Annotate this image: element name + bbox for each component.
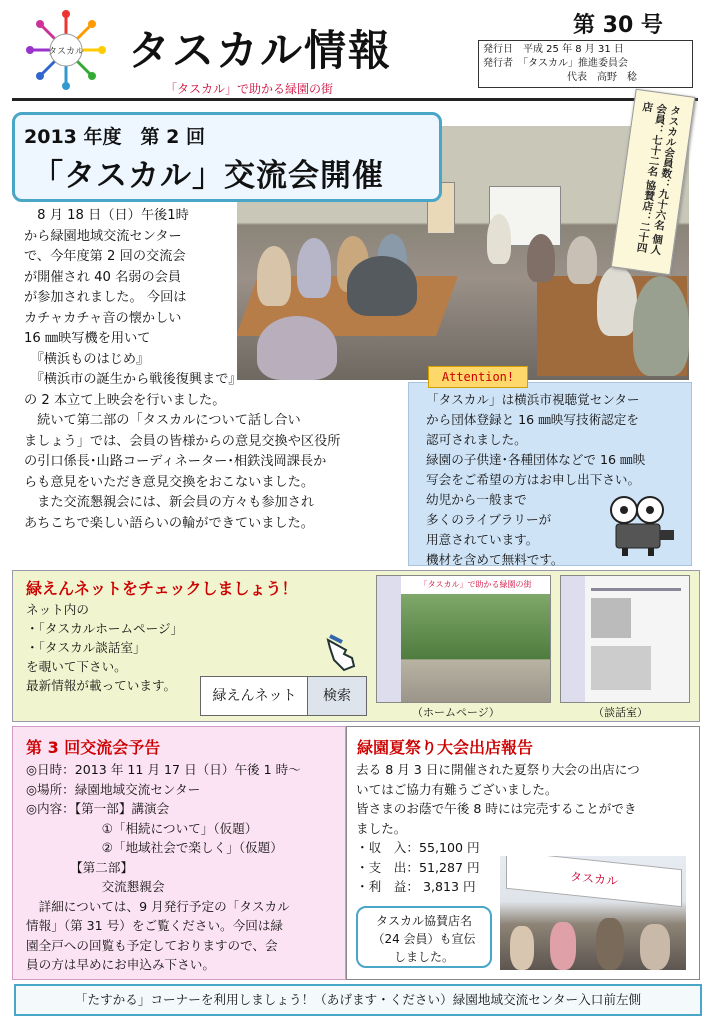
festival-line: 去る 8 月 3 日に開催された夏祭り大会の出店につ (356, 762, 640, 777)
festival-line: 皆さまのお蔭で午後 8 時には完売することができ (356, 801, 637, 816)
article-line: らも意見をいただき意見交換をおこないました。 (24, 474, 315, 490)
attention-line: 用意されています。 (426, 532, 539, 547)
callout-line: しました。 (393, 950, 454, 964)
attention-tab: Attention! (428, 366, 528, 388)
article-line: で、今年度第 2 回の交流会 (24, 249, 186, 264)
newsletter-title: タスカル情報 (128, 26, 393, 75)
net-line: を覗いて下さい。 (26, 659, 127, 674)
meeting-line: ②「地域社会で楽しく」（仮題） (26, 840, 283, 855)
article-line: カチャカチャ音の懐かしい (24, 310, 182, 326)
search-input[interactable]: 緑えんネット (200, 676, 309, 716)
festival-line: ました。 (356, 820, 407, 836)
attention-line: 認可されました。 (426, 432, 527, 447)
article-line: の引口係長･山路コーディネーター･相鉄浅岡課長か (24, 454, 327, 469)
publication-meta (478, 40, 693, 88)
net-line: ・「タスカル談話室」 (26, 640, 146, 655)
attention-line: 機材を含めて無料です。 (426, 552, 564, 567)
festival-line: いてはご協力有難うございました。 (356, 781, 558, 797)
footer-notice: 「たすかる」コーナーを利用しましょう！（あげます・ください）緑園地域交流センター入口前左側 (14, 984, 702, 1016)
attention-line: 写会をご希望の方はお申し出下さい。 (426, 472, 641, 487)
net-section-text (26, 600, 183, 695)
article-line: が参加されました。 今回は (24, 290, 187, 305)
meeting-line: ◎日時：2013 年 11 月 17 日（日）午後 1 時～ (26, 762, 301, 777)
festival-profit: ・利 益： 3,813 円 (356, 879, 476, 894)
festival-photo-banner: タスカル (506, 856, 682, 907)
talk-room-caption: （談話室） (593, 706, 648, 719)
meeting-line: 【第二部】 (26, 859, 134, 875)
homepage-screenshot[interactable] (376, 575, 551, 703)
sponsor-callout (356, 906, 492, 968)
newsletter-subtitle: 「タスカル」で助かる緑園の街 (165, 82, 334, 96)
festival-report-title: 緑園夏祭り大会出店報告 (357, 738, 534, 757)
article-line: ましょう」では、会員の皆様からの意見交換や区役所 (24, 433, 341, 449)
attention-line: 幼児から一般まで (426, 492, 527, 507)
tasukaru-logo (26, 10, 106, 90)
net-line: 最新情報が載っています。 (26, 678, 177, 693)
next-meeting-text (26, 760, 344, 975)
callout-line: タスカル協賛店名 (375, 914, 472, 928)
homepage-caption: （ホームページ） (412, 706, 500, 719)
headline-subtitle: 2013 年度 第 2 回 (24, 126, 205, 148)
article-body (24, 206, 419, 534)
net-section-title: 緑えんネットをチェックしましょう！ (26, 579, 298, 598)
festival-expense: ・支 出：51,287 円 (356, 859, 480, 875)
headline-title: 「タスカル」交流会開催 (32, 158, 384, 194)
article-line: また交流懇親会には、新会員の方々も参加され (24, 495, 315, 510)
article-line: 8 月 18 日（日）午後1時 (24, 208, 189, 223)
attention-line: から団体登録と 16 ㎜映写技術認定を (426, 412, 639, 427)
membership-count: タスカル会員数：九十六名 個人会員：七十二名 協賛店：二十四店 (635, 100, 682, 256)
meeting-line: 詳細については、9 月発行予定の「タスカル (26, 898, 290, 914)
next-meeting-title: 第 3 回交流会予告 (26, 738, 161, 757)
meeting-line: ①「相続について」（仮題） (26, 820, 258, 836)
meeting-line: ◎場所：緑園地域交流センター (26, 781, 201, 797)
festival-income: ・収 入：55,100 円 (356, 840, 480, 855)
callout-line: （24 会員）も宣伝 (372, 932, 476, 946)
meeting-line: ◎内容：【第一部】講演会 (26, 801, 170, 816)
meeting-line: 員の方は早めにお申込み下さい。 (26, 957, 215, 972)
article-line: 『横浜ものはじめ』 (24, 351, 150, 367)
film-projector-icon (600, 494, 678, 558)
article-line: 16 ㎜映写機を用いて (24, 331, 151, 346)
article-line: が開催され 40 名弱の会員 (24, 269, 182, 285)
festival-photo (500, 856, 686, 970)
issue-number: 第 30 号 (573, 13, 663, 38)
homepage-banner: 「タスカル」で助かる緑園の街 (401, 576, 550, 594)
attention-line: 「タスカル」は横浜市視聴覚センター (426, 392, 640, 407)
article-line: あちこちで楽しい語らいの輪ができていました。 (24, 515, 314, 531)
article-line: から緑園地域交流センター (24, 228, 182, 244)
net-line: ネット内の (26, 602, 89, 617)
header-divider (12, 98, 698, 101)
net-line: ・「タスカルホームページ」 (26, 621, 184, 636)
article-line: の 2 本立て上映会を行いました。 (24, 392, 226, 408)
attention-line: 多くのライブラリーが (426, 512, 552, 527)
attention-line: 緑園の子供達･各種団体などで 16 ㎜映 (426, 452, 646, 467)
representative: 代表 高野 稔 (567, 72, 637, 83)
logo-text: タスカル (47, 47, 85, 57)
search-button[interactable]: 検索 (307, 676, 367, 716)
publisher: 発行者 「タスカル」推進委員会 (483, 58, 628, 69)
meeting-line: 園全戸への回覧も予定しておりますので、会 (26, 937, 278, 953)
article-line: 『横浜市の誕生から戦後復興まで』 (24, 372, 242, 387)
meeting-line: 交流懇親会 (26, 879, 165, 894)
meeting-line: 情報」（第 31 号）をご覧ください。今回は緑 (26, 918, 284, 933)
article-line: 続いて第二部の「タスカルについて話し合い (24, 413, 301, 428)
pointing-hand-icon (324, 628, 368, 672)
talk-room-screenshot[interactable] (560, 575, 690, 703)
publish-date: 発行日 平成 25 年 8 月 31 日 (483, 44, 624, 55)
